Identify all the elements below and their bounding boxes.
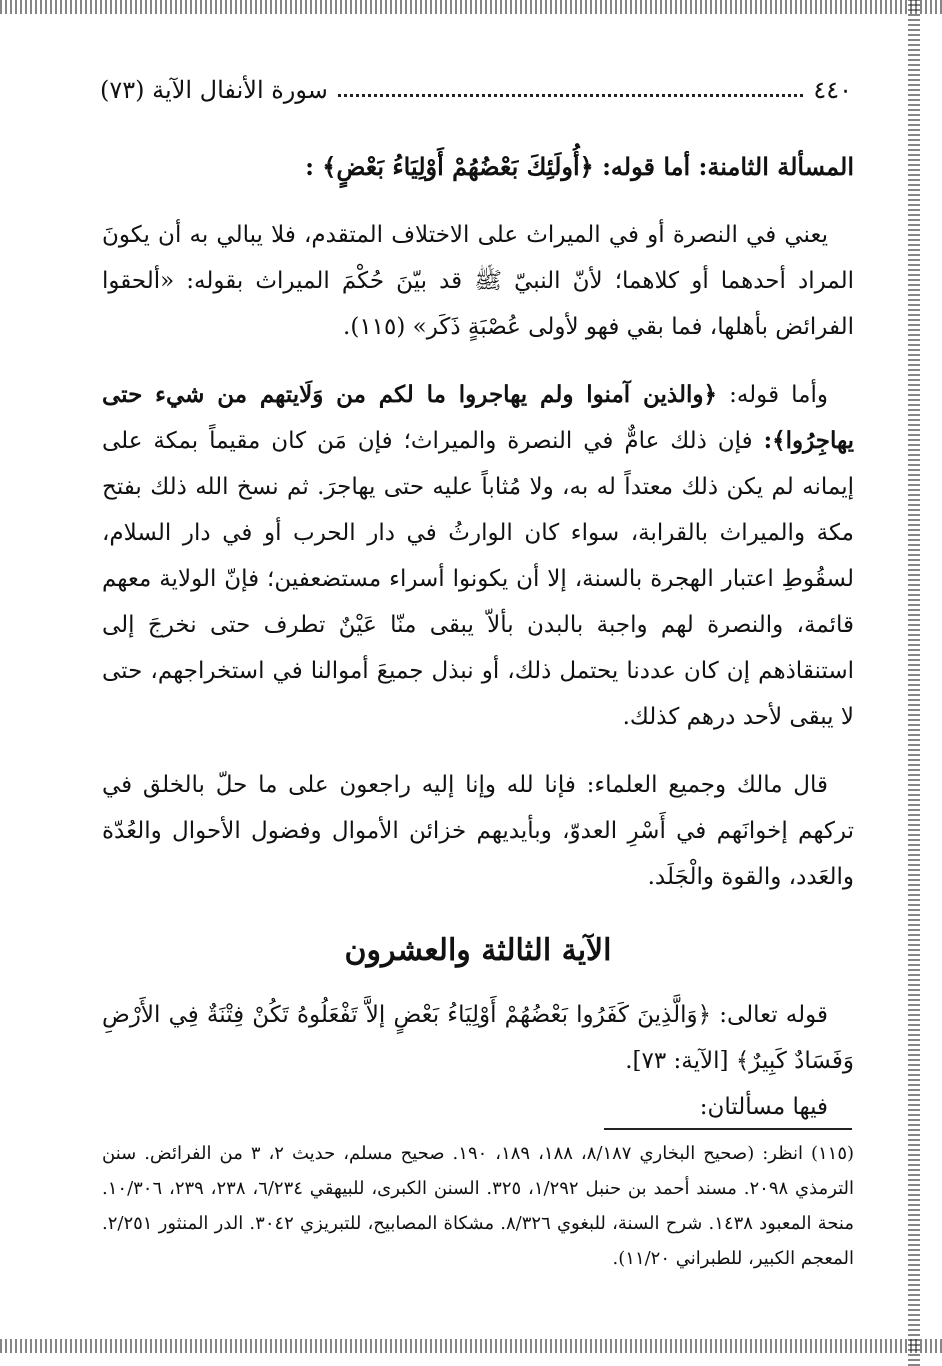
masala-heading-prefix: المسألة الثامنة: أما قوله: — [602, 152, 854, 181]
section-masail: فيها مسألتان: — [699, 1094, 828, 1120]
footnote-rule — [604, 1128, 852, 1130]
section-verse-ref: [الآية: ٧٣]. — [625, 1048, 729, 1074]
masala-heading — [102, 144, 854, 190]
page-border-top — [0, 0, 942, 14]
page-border-right — [908, 0, 920, 1366]
footnote-115: (١١٥) انظر: (صحيح البخاري ٨/١٨٧، ١٨٨، ١٨٩، ١٩٠. صحيح مسلم، حديث ٢، ٣ من الفرائض. سنن الترمذي ٢٠٩٨. مسند أحمد بن حنبل ١/٢٩٢، ٣٢٥. السنن الكبرى، للبيهقي ٦/٢٣٤، ٢٣٨، ٢٣٩، ١٠/٣٠٦. منحة المعبود ١٤٣٨. شرح السنة، للبغوي ٨/٣٢٦. مشكاة المصابيح، للتبريزي ٣٠٤٢. الدر المنثور ٢/٢٥١. المعجم الكبير، للطبراني ١١/٢٠). — [102, 1143, 855, 1269]
page-border-bottom — [0, 1339, 942, 1353]
masala-heading-suffix: : — [305, 152, 314, 181]
page-header — [100, 70, 852, 110]
paragraph-2-body: فإن ذلك عامٌّ في النصرة والميراث؛ فإن مَن كان مقيماً بمكة على إيمانه لم يكن ذلك معتداً له به، ولا مُثاباً عليه حتى يهاجرَ. ثم نسخ الله ذلك بفتح مكة والميراث بالقرابة، سواء كان الوارثُ في دار الحرب أو في دار السلام، لسقُوطِ اعتبار الهجرة بالسنة، إلا أن يكونوا أسراء مستضعفين؛ فإنّ الولاية معهم قائمة، والنصرة لهم واجبة بالبدن بألاّ يبقى منّا عَيْنٌ تطرف حتى نخرجَ إلى استنقاذهم إن كان عددنا يحتمل ذلك، أو نبذل جميعَ أموالنا في استخراجهم، حتى لا يبقى لأحد درهم كذلك. — [102, 428, 854, 730]
page-number: ٤٤٠ — [813, 76, 852, 104]
masala-heading-verse: ﴿أُولَئِكَ بَعْضُهُمْ أَوْلِيَاءُ بَعْضٍ﴾ — [322, 152, 594, 181]
header-leader-dots — [338, 84, 803, 97]
section-verse-text: ﴿وَالَّذِينَ كَفَرُوا بَعْضُهُمْ أَوْلِيَاءُ بَعْضٍ إلاَّ تَفْعَلُوهُ تَكُنْ فِتْنَةٌ فِي الأَرْضِ وَفَسَادٌ كَبِيرٌ﴾ — [102, 1002, 854, 1074]
paragraph-2-prefix: وأما قوله: — [729, 382, 829, 408]
paragraph-2 — [102, 372, 854, 740]
section-title: الآية الثالثة والعشرون — [344, 933, 612, 968]
section-verse-prefix: قوله تعالى: — [719, 1002, 829, 1028]
page-body — [102, 130, 854, 1130]
paragraph-1: يعني في النصرة أو في الميراث على الاختلاف المتقدم، فلا يبالي به أن يكونَ المراد أحدهما أو كلاهما؛ لأنّ النبيّ ﷺ قد بيّنَ حُكْمَ الميراث بقوله: «ألحقوا الفرائض بأهلها، فما بقي فهو لأولى عُصْبَةٍ ذَكَر» (١١٥). — [102, 222, 854, 340]
section-verse — [102, 992, 854, 1084]
running-title: سورة الأنفال الآية (٧٣) — [100, 76, 328, 104]
paragraph-2-verse: ﴿والذين آمنوا ولم يهاجروا ما لكم من وَلَايتهم من شيء حتى يهاجِرُوا﴾: — [102, 381, 855, 454]
paragraph-3: قال مالك وجميع العلماء: فإنا لله وإنا إليه راجعون على ما حلّ بالخلق في تركهم إخوانَهم في أَسْرِ العدوّ، وبأيديهم خزائن الأموال وفضول الأحوال والعُدّة والعَدد، والقوة والْجَلَد. — [102, 772, 854, 890]
